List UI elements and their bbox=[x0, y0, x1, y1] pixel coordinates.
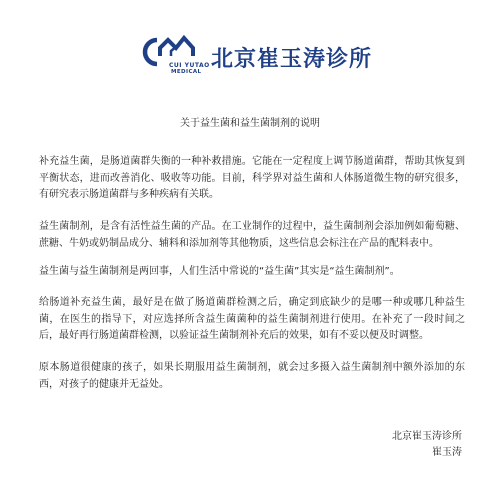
paragraph-4: 给肠道补充益生菌，最好是在做了肠道菌群检测之后，确定到底缺少的是哪一种或哪几种益生菌，在医生的指导下，对应选择所含益生菌菌种的益生菌制剂进行使用。在补充了一段时间之后，最好再行肠道菌群检测，以验证益生菌制剂补充后的效果，如有不妥以便及时调整。 bbox=[39, 297, 465, 341]
signature-clinic: 北京崔玉涛诊所 bbox=[392, 431, 462, 442]
paragraph-1: 补充益生菌，是肠道菌群失衡的一种补救措施。它能在一定程度上调节肠道菌群，帮助其恢复到平衡状态，进而改善消化、吸收等功能。目前，科学界对益生菌和人体肠道微生物的研究很多，有研究表示肠道菌群与多种疾病有关联。 bbox=[39, 156, 465, 200]
document-title: 关于益生菌和益生菌制剂的说明 bbox=[180, 118, 320, 129]
paragraph-2: 益生菌制剂，是含有活性益生菌的产品。在工业制作的过程中，益生菌制剂会添加例如葡萄糖、蔗糖、牛奶或奶制品成分、辅料和添加剂等其他物质，这些信息会标注在产品的配料表中。 bbox=[39, 221, 465, 249]
signature-person: 崔玉涛 bbox=[432, 447, 462, 458]
logo-subtitle-line1: CUI YUTAO bbox=[169, 62, 210, 69]
clinic-name: 北京崔玉涛诊所 bbox=[211, 47, 373, 72]
clinic-logo bbox=[133, 34, 383, 82]
paragraph-3: 益生菌与益生菌制剂是两回事，人们生活中常说的“益生菌”其实是“益生菌制剂”。 bbox=[39, 266, 400, 277]
logo-subtitle-line2: MEDICAL bbox=[171, 69, 202, 75]
paragraph-5: 原本肠道很健康的孩子，如果长期服用益生菌制剂，就会过多摄入益生菌制剂中额外添加的东西，对孩子的健康并无益处。 bbox=[39, 362, 465, 390]
